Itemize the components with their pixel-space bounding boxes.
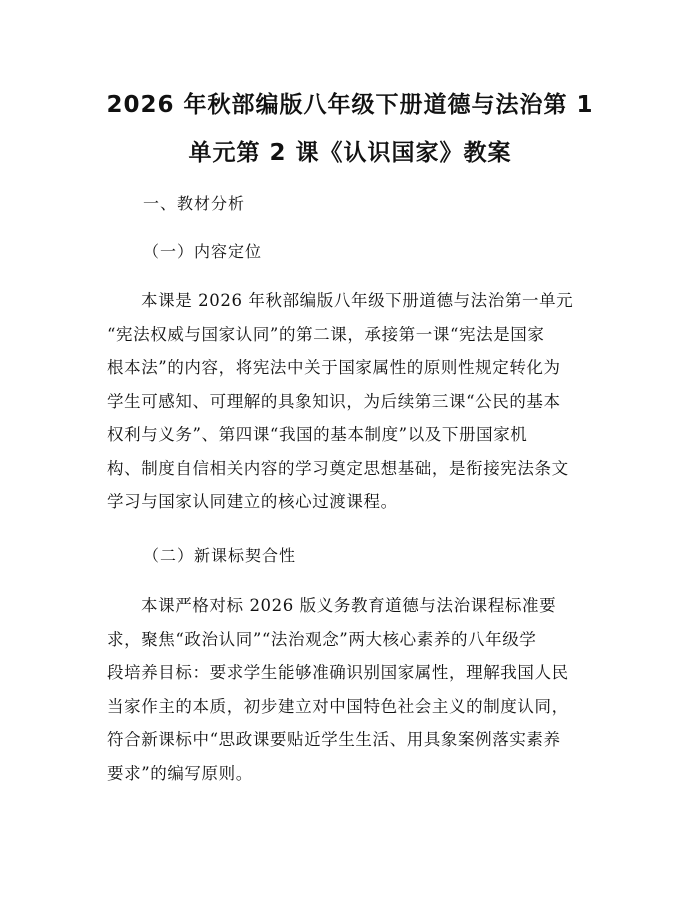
subsection-heading-curriculum-alignment: （二）新课标契合性 xyxy=(143,546,297,565)
paragraph-line: 权利与义务”、第四课“我国的基本制度”以及下册国家机 xyxy=(107,425,528,444)
paragraph-line: 要求”的编写原则。 xyxy=(107,763,253,783)
paragraph-line: 当家作主的本质，初步建立对中国特色社会主义的制度认同， xyxy=(107,696,569,716)
paragraph-line: 本课是 2026 年秋部编版八年级下册道德与法治第一单元 xyxy=(141,291,574,310)
paragraph-line: 本课严格对标 2026 版义务教育道德与法治课程标准要 xyxy=(141,596,557,615)
paragraph-line: 构、制度自信相关内容的学习奠定思想基础，是衔接宪法条文 xyxy=(107,458,569,478)
paragraph-curriculum-alignment xyxy=(107,589,607,790)
paragraph-line: 学习与国家认同建立的核心过渡课程。 xyxy=(107,492,398,511)
paragraph-content-positioning xyxy=(107,284,607,519)
document-title-line-1: 2026 年秋部编版八年级下册道德与法治第 1 xyxy=(106,92,594,118)
paragraph-line: 段培养目标：要求学生能够准确识别国家属性，理解我国人民 xyxy=(107,663,569,682)
paragraph-line: 根本法”的内容，将宪法中关于国家属性的原则性规定转化为 xyxy=(107,358,561,377)
document-title-line-2: 单元第 2 课《认识国家》教案 xyxy=(188,140,512,166)
paragraph-line: 学生可感知、可理解的具象知识，为后续第三课“公民的基本 xyxy=(107,391,561,411)
subsection-heading-content-positioning: （一）内容定位 xyxy=(143,242,263,261)
paragraph-line: 求，聚焦“政治认同”“法治观念”两大核心素养的八年级学 xyxy=(107,629,537,649)
paragraph-line: “宪法权威与国家认同”的第二课，承接第一课“宪法是国家 xyxy=(107,324,545,344)
section-heading: 一、教材分析 xyxy=(143,194,246,213)
paragraph-line: 符合新课标中“思政课要贴近学生生活、用具象案例落实素养 xyxy=(107,730,561,749)
